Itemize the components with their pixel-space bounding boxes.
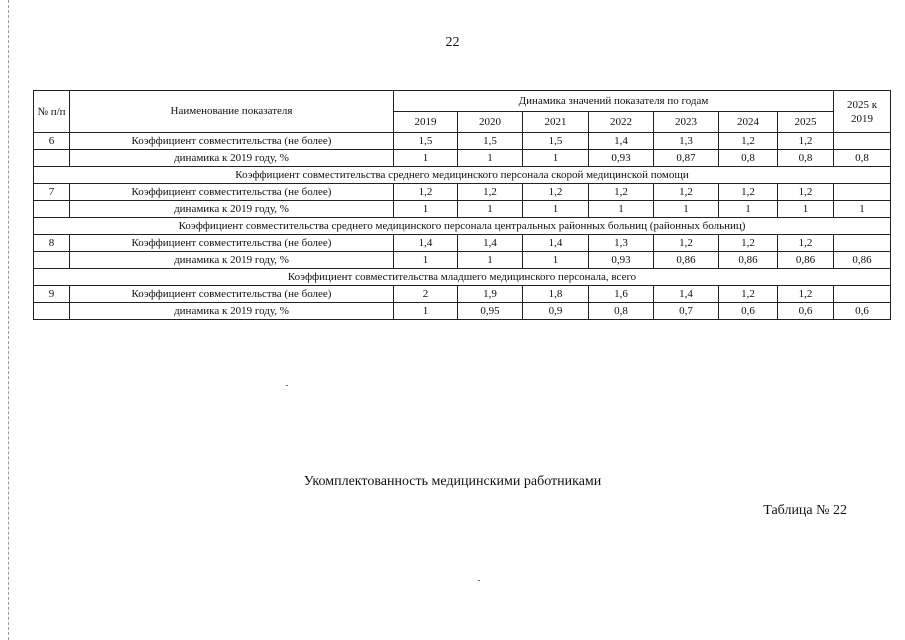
page-number: 22: [445, 35, 460, 50]
cell-value: 1,4: [654, 286, 719, 303]
cell-value: 0,93: [589, 252, 654, 269]
cell-value: 0,6: [778, 303, 834, 320]
row-sub-name: динамика к 2019 году, %: [70, 303, 394, 320]
cell-value: 1,2: [654, 184, 719, 201]
cell-value: 0,8: [719, 150, 778, 167]
cell-value: 1,5: [523, 133, 589, 150]
table-row: [34, 150, 891, 167]
row-num: [34, 303, 70, 320]
section-row: [34, 269, 891, 286]
cell-value: 1,4: [458, 235, 523, 252]
table-row: [34, 286, 891, 303]
cell-value: 1,2: [778, 235, 834, 252]
cell-value: 1: [458, 252, 523, 269]
cell-ratio: 0,6: [834, 303, 891, 320]
cell-ratio: [834, 184, 891, 201]
cell-value: 1: [394, 150, 458, 167]
row-sub-name: динамика к 2019 году, %: [70, 150, 394, 167]
cell-ratio: 0,8: [834, 150, 891, 167]
table-body: [34, 133, 891, 320]
header-dynamics: Динамика значений показателя по годам: [394, 91, 834, 112]
cell-value: 1,2: [778, 286, 834, 303]
header-year: 2019: [394, 112, 458, 133]
margin-line: [8, 0, 9, 640]
cell-value: 0,9: [523, 303, 589, 320]
table-row: [34, 252, 891, 269]
cell-ratio: [834, 235, 891, 252]
header-year: 2021: [523, 112, 589, 133]
cell-value: 0,87: [654, 150, 719, 167]
section-row: [34, 218, 891, 235]
cell-ratio: 1: [834, 201, 891, 218]
cell-value: 0,95: [458, 303, 523, 320]
cell-value: 1,8: [523, 286, 589, 303]
cell-value: 1,3: [589, 235, 654, 252]
table-row: [34, 184, 891, 201]
cell-value: 1: [394, 201, 458, 218]
cell-value: 1,2: [719, 286, 778, 303]
header-year: 2024: [719, 112, 778, 133]
cell-value: 1,5: [458, 133, 523, 150]
cell-value: 1,3: [654, 133, 719, 150]
scan-speck: [478, 580, 480, 581]
table-label: Таблица № 22: [763, 503, 847, 518]
cell-value: 1: [589, 201, 654, 218]
table-header: [34, 91, 891, 133]
row-name: Коэффициент совместительства (не более): [70, 133, 394, 150]
cell-value: 1,2: [458, 184, 523, 201]
cell-value: 1,2: [394, 184, 458, 201]
row-num: 8: [34, 235, 70, 252]
section-heading: Укомплектованность медицинскими работниками: [303, 474, 602, 489]
row-num: [34, 201, 70, 218]
cell-value: 1,2: [654, 235, 719, 252]
cell-value: 1,9: [458, 286, 523, 303]
cell-value: 1,2: [523, 184, 589, 201]
header-num: № п/п: [34, 91, 70, 133]
cell-value: 1,2: [589, 184, 654, 201]
header-year: 2020: [458, 112, 523, 133]
section-title: Коэффициент совместительства среднего медицинского персонала центральных районных больниц (районных больниц): [34, 218, 891, 235]
cell-value: 1: [458, 150, 523, 167]
section-row: [34, 167, 891, 184]
cell-value: 0,86: [778, 252, 834, 269]
section-title: Коэффициент совместительства младшего медицинского персонала, всего: [34, 269, 891, 286]
cell-value: 0,93: [589, 150, 654, 167]
cell-value: 1: [654, 201, 719, 218]
cell-value: 1: [719, 201, 778, 218]
row-num: 9: [34, 286, 70, 303]
table-row: [34, 201, 891, 218]
table-row: [34, 133, 891, 150]
row-sub-name: динамика к 2019 году, %: [70, 252, 394, 269]
row-num: [34, 150, 70, 167]
cell-ratio: [834, 286, 891, 303]
cell-value: 1,2: [778, 184, 834, 201]
cell-value: 1,4: [523, 235, 589, 252]
row-num: 7: [34, 184, 70, 201]
cell-ratio: [834, 133, 891, 150]
row-num: 6: [34, 133, 70, 150]
cell-value: 1,4: [394, 235, 458, 252]
cell-value: 1: [394, 252, 458, 269]
cell-value: 1,2: [719, 184, 778, 201]
row-name: Коэффициент совместительства (не более): [70, 184, 394, 201]
indicator-table: [33, 90, 891, 320]
cell-value: 0,86: [654, 252, 719, 269]
cell-value: 1,2: [778, 133, 834, 150]
cell-value: 0,86: [719, 252, 778, 269]
cell-value: 0,8: [778, 150, 834, 167]
header-ratio: 2025 к 2019: [834, 91, 891, 133]
header-year: 2022: [589, 112, 654, 133]
section-title: Коэффициент совместительства среднего медицинского персонала скорой медицинской помощи: [34, 167, 891, 184]
cell-value: 1: [523, 150, 589, 167]
cell-value: 1,4: [589, 133, 654, 150]
cell-value: 1: [523, 252, 589, 269]
cell-value: 0,6: [719, 303, 778, 320]
scan-speck: [286, 385, 288, 386]
header-name: Наименование показателя: [70, 91, 394, 133]
cell-value: 1,6: [589, 286, 654, 303]
header-year: 2025: [778, 112, 834, 133]
table-row: [34, 303, 891, 320]
row-name: Коэффициент совместительства (не более): [70, 286, 394, 303]
cell-value: 1,2: [719, 133, 778, 150]
table-row: [34, 235, 891, 252]
row-num: [34, 252, 70, 269]
row-sub-name: динамика к 2019 году, %: [70, 201, 394, 218]
cell-value: 0,7: [654, 303, 719, 320]
cell-value: 1,2: [719, 235, 778, 252]
cell-ratio: 0,86: [834, 252, 891, 269]
header-year: 2023: [654, 112, 719, 133]
cell-value: 1: [523, 201, 589, 218]
cell-value: 0,8: [589, 303, 654, 320]
cell-value: 1: [394, 303, 458, 320]
row-name: Коэффициент совместительства (не более): [70, 235, 394, 252]
cell-value: 1: [778, 201, 834, 218]
cell-value: 1,5: [394, 133, 458, 150]
cell-value: 2: [394, 286, 458, 303]
cell-value: 1: [458, 201, 523, 218]
